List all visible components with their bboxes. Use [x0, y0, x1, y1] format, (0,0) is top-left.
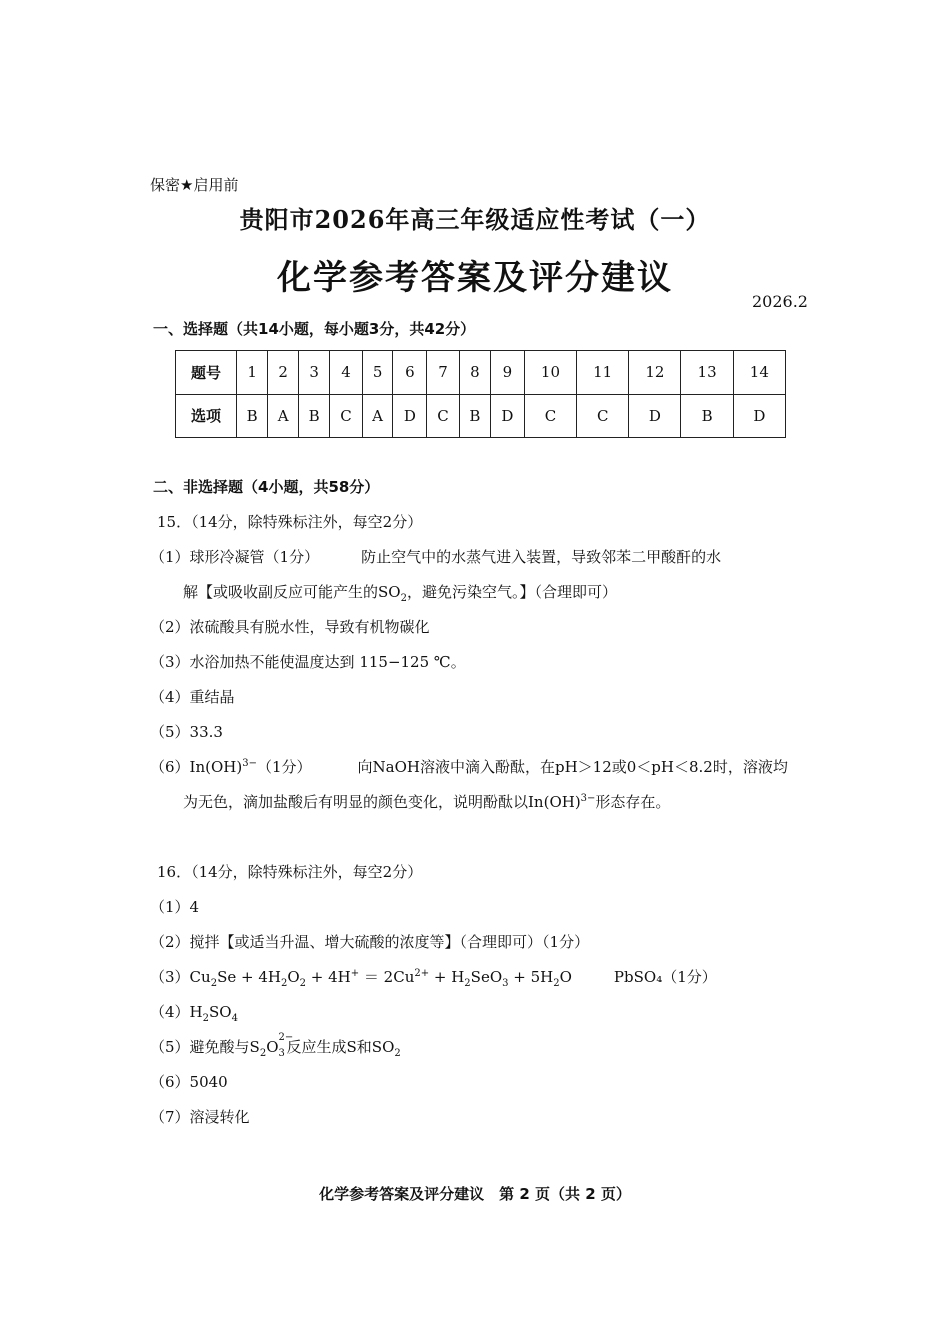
table-cell: 7	[427, 351, 459, 395]
table-cell: B	[681, 394, 733, 438]
table-cell: D	[629, 394, 681, 438]
q16-header: 16．（14分，除特殊标注外，每空2分）	[157, 863, 423, 881]
q16-part3: $(3)Cu_2Se + 4H_2O_2 + 4H^+ = 2Cu^{2+} + H_2SeO_3 + 5H_2O$ PbSO₄（1分）	[150, 968, 717, 989]
q15-part1-answer: （1）球形冷凝管（1分）	[150, 548, 320, 566]
table-cell: 1	[237, 351, 268, 395]
q16-part6: （6）5040	[150, 1073, 228, 1091]
confidential-mark: 保密★启用前	[150, 176, 239, 194]
table-cell: B	[299, 394, 330, 438]
table-cell: 6	[393, 351, 427, 395]
table-cell: 14	[733, 351, 785, 395]
q15-part1-reason: 防止空气中的水蒸气进入装置，导致邻苯二甲酸酐的水	[361, 548, 722, 566]
q15-part6-line1: （6）In(OH)$^{3-}$（1分） 向NaOH溶液中滴入酚酞，在pH＞12或0＜pH＜8.2时，溶液均	[150, 758, 788, 776]
document-date: 2026.2	[752, 292, 808, 311]
q15-part3: （3）水浴加热不能使温度达到 115−125 ℃。	[150, 653, 466, 671]
table-cell: 10	[524, 351, 576, 395]
table-cell: 4	[330, 351, 362, 395]
row-label-question: 题号	[176, 351, 237, 395]
table-cell: D	[733, 394, 785, 438]
row-label-answer: 选项	[176, 394, 237, 438]
table-cell: 3	[299, 351, 330, 395]
table-cell: C	[524, 394, 576, 438]
q15-part5: （5）33.3	[150, 723, 223, 741]
section1-heading: 一、选择题（共14小题，每小题3分，共42分）	[153, 320, 476, 338]
table-cell: C	[330, 394, 362, 438]
table-cell: 9	[491, 351, 525, 395]
table-cell: A	[362, 394, 393, 438]
page-footer: 化学参考答案及评分建议 第 2 页（共 2 页）	[319, 1185, 631, 1203]
q16-part5: （5）避免酸与$S_2O$ 2− 3 反应生成S和$SO_2$	[150, 1032, 401, 1059]
q16-part2: （2）搅拌【或适当升温、增大硫酸的浓度等】（合理即可）（1分）	[150, 933, 590, 951]
table-cell: 13	[681, 351, 733, 395]
table-cell: A	[268, 394, 299, 438]
table-cell: 11	[577, 351, 629, 395]
q16-part1: （1）4	[150, 898, 200, 916]
section2-heading: 二、非选择题（4小题，共58分）	[153, 478, 380, 496]
table-cell: C	[577, 394, 629, 438]
table-cell: C	[427, 394, 459, 438]
table-cell: 8	[459, 351, 490, 395]
q15-part2: （2）浓硫酸具有脱水性，导致有机物碳化	[150, 618, 430, 636]
q15-part6-line2: 为无色，滴加盐酸后有明显的颜色变化，说明酚酞以In(OH)$^{3-}$形态存在。	[183, 793, 671, 811]
q15-part4: （4）重结晶	[150, 688, 235, 706]
q16-part7: （7）溶浸转化	[150, 1108, 250, 1126]
q15-header: 15．（14分，除特殊标注外，每空2分）	[157, 513, 423, 531]
q15-part1-line1	[150, 546, 721, 567]
table-cell: 2	[268, 351, 299, 395]
q16-part3-byproduct: PbSO₄（1分）	[613, 968, 717, 986]
table-cell: D	[393, 394, 427, 438]
answer-table	[175, 350, 786, 438]
q16-part4: $(4)H_2SO_4$	[150, 1003, 238, 1024]
table-cell: B	[237, 394, 268, 438]
table-cell: 12	[629, 351, 681, 395]
table-cell: 5	[362, 351, 393, 395]
table-row-questions	[176, 351, 786, 395]
table-cell: D	[491, 394, 525, 438]
document-title: 化学参考答案及评分建议	[277, 258, 673, 298]
table-row-answers	[176, 394, 786, 438]
table-cell: B	[459, 394, 490, 438]
exam-title: 贵阳市2026年高三年级适应性考试（一）	[239, 205, 711, 234]
q15-part1-line2: 解【或吸收副反应可能产生的$SO_2$，避免污染空气。】（合理即可）	[183, 583, 617, 604]
